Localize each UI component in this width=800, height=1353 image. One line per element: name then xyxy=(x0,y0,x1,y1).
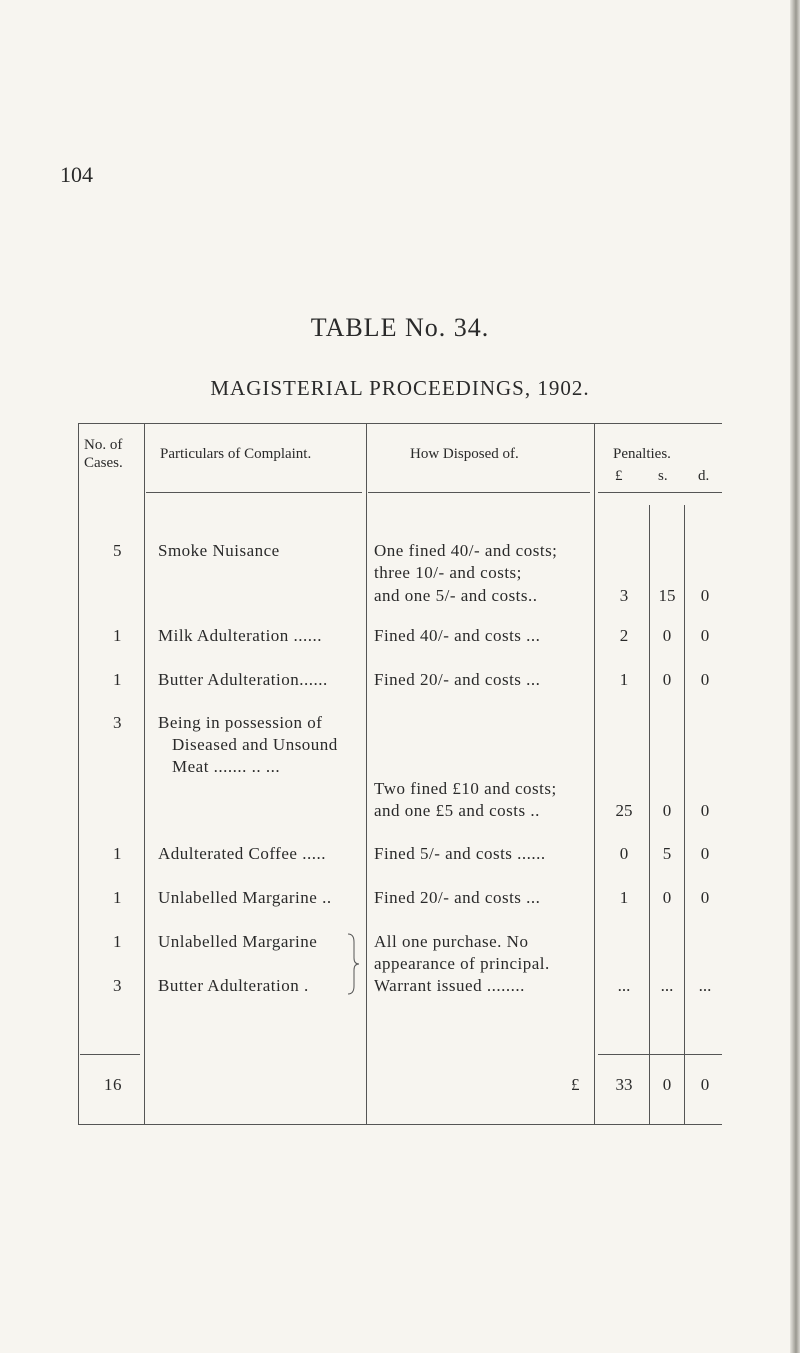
scanned-page-edge xyxy=(790,0,800,1353)
header-underline xyxy=(368,492,590,493)
disposed-cell: One fined 40/- and costs; xyxy=(374,541,558,560)
shillings-cell: 15 xyxy=(658,586,676,605)
shillings-cell: 0 xyxy=(662,888,672,907)
shillings-cell: 0 xyxy=(662,670,672,689)
shillings-cell: 0 xyxy=(662,801,672,820)
particulars-cell: Butter Adulteration...... xyxy=(158,670,328,689)
total-currency-symbol: £ xyxy=(571,1075,580,1094)
pence-cell: 0 xyxy=(700,844,710,863)
particulars-cell: Meat ....... .. ... xyxy=(172,757,281,776)
pence-cell: ... xyxy=(698,976,712,995)
header-underline xyxy=(598,492,722,493)
cases-cell: 3 xyxy=(113,713,122,732)
pounds-cell: 0 xyxy=(619,844,629,863)
disposed-cell: Fined 20/- and costs ... xyxy=(374,888,541,907)
header-disposed: How Disposed of. xyxy=(410,446,519,462)
particulars-cell: Smoke Nuisance xyxy=(158,541,280,560)
particulars-cell: Milk Adulteration ...... xyxy=(158,626,323,645)
pence-cell: 0 xyxy=(700,888,710,907)
grouping-brace-icon xyxy=(346,932,360,996)
table-left-rule xyxy=(78,423,79,1125)
pounds-cell: ... xyxy=(617,976,631,995)
pence-cell: 0 xyxy=(700,586,710,605)
header-pence: d. xyxy=(698,468,710,484)
disposed-cell: Fined 5/- and costs ...... xyxy=(374,844,546,863)
disposed-cell: three 10/- and costs; xyxy=(374,563,522,582)
shillings-cell: 0 xyxy=(662,626,672,645)
cases-cell: 1 xyxy=(113,844,122,863)
particulars-cell: Unlabelled Margarine .. xyxy=(158,888,332,907)
pence-cell: 0 xyxy=(700,801,710,820)
disposed-cell: Fined 20/- and costs ... xyxy=(374,670,541,689)
disposed-cell: and one £5 and costs .. xyxy=(374,801,540,820)
header-cases-line2: Cases. xyxy=(84,455,123,471)
shillings-cell: ... xyxy=(660,976,674,995)
cases-cell: 1 xyxy=(113,888,122,907)
pounds-cell: 25 xyxy=(615,801,633,820)
header-cases-line1: No. of xyxy=(84,437,123,453)
header-particulars: Particulars of Complaint. xyxy=(160,446,312,462)
cases-cell: 1 xyxy=(113,626,122,645)
disposed-cell: Warrant issued ........ xyxy=(374,976,525,995)
table-title: TABLE No. 34. xyxy=(310,313,490,342)
header-underline xyxy=(146,492,362,493)
pence-cell: 0 xyxy=(700,626,710,645)
total-shillings: 0 xyxy=(662,1075,672,1094)
cases-cell: 3 xyxy=(113,976,122,995)
column-divider xyxy=(594,423,595,1125)
page-number: 104 xyxy=(60,162,93,187)
pounds-cell: 1 xyxy=(619,670,629,689)
particulars-cell: Being in possession of xyxy=(158,713,323,732)
particulars-cell: Diseased and Unsound xyxy=(172,735,338,754)
particulars-cell: Unlabelled Margarine xyxy=(158,932,318,951)
shillings-cell: 5 xyxy=(662,844,672,863)
total-rule xyxy=(598,1054,722,1055)
pounds-cell: 1 xyxy=(619,888,629,907)
pounds-cell: 3 xyxy=(619,586,629,605)
total-pounds: 33 xyxy=(615,1075,633,1094)
column-divider xyxy=(144,423,145,1125)
column-divider xyxy=(366,423,367,1125)
disposed-cell: All one purchase. No xyxy=(374,932,529,951)
pence-cell: 0 xyxy=(700,670,710,689)
column-divider xyxy=(684,505,685,1125)
total-pence: 0 xyxy=(700,1075,710,1094)
pounds-cell: 2 xyxy=(619,626,629,645)
table-top-rule xyxy=(78,423,722,424)
disposed-cell: and one 5/- and costs.. xyxy=(374,586,538,605)
table-subtitle: MAGISTERIAL PROCEEDINGS, 1902. xyxy=(210,376,590,400)
disposed-cell: Two fined £10 and costs; xyxy=(374,779,557,798)
disposed-cell: Fined 40/- and costs ... xyxy=(374,626,541,645)
header-shillings: s. xyxy=(658,468,668,484)
cases-cell: 1 xyxy=(113,670,122,689)
cases-cell: 5 xyxy=(113,541,122,560)
header-penalties: Penalties. xyxy=(613,446,671,462)
particulars-cell: Adulterated Coffee ..... xyxy=(158,844,326,863)
particulars-cell: Butter Adulteration . xyxy=(158,976,309,995)
cases-cell: 1 xyxy=(113,932,122,951)
table-bottom-rule xyxy=(78,1124,722,1125)
total-rule xyxy=(80,1054,140,1055)
total-cases: 16 xyxy=(104,1075,122,1094)
disposed-cell: appearance of principal. xyxy=(374,954,550,973)
header-pounds: £ xyxy=(615,468,623,484)
